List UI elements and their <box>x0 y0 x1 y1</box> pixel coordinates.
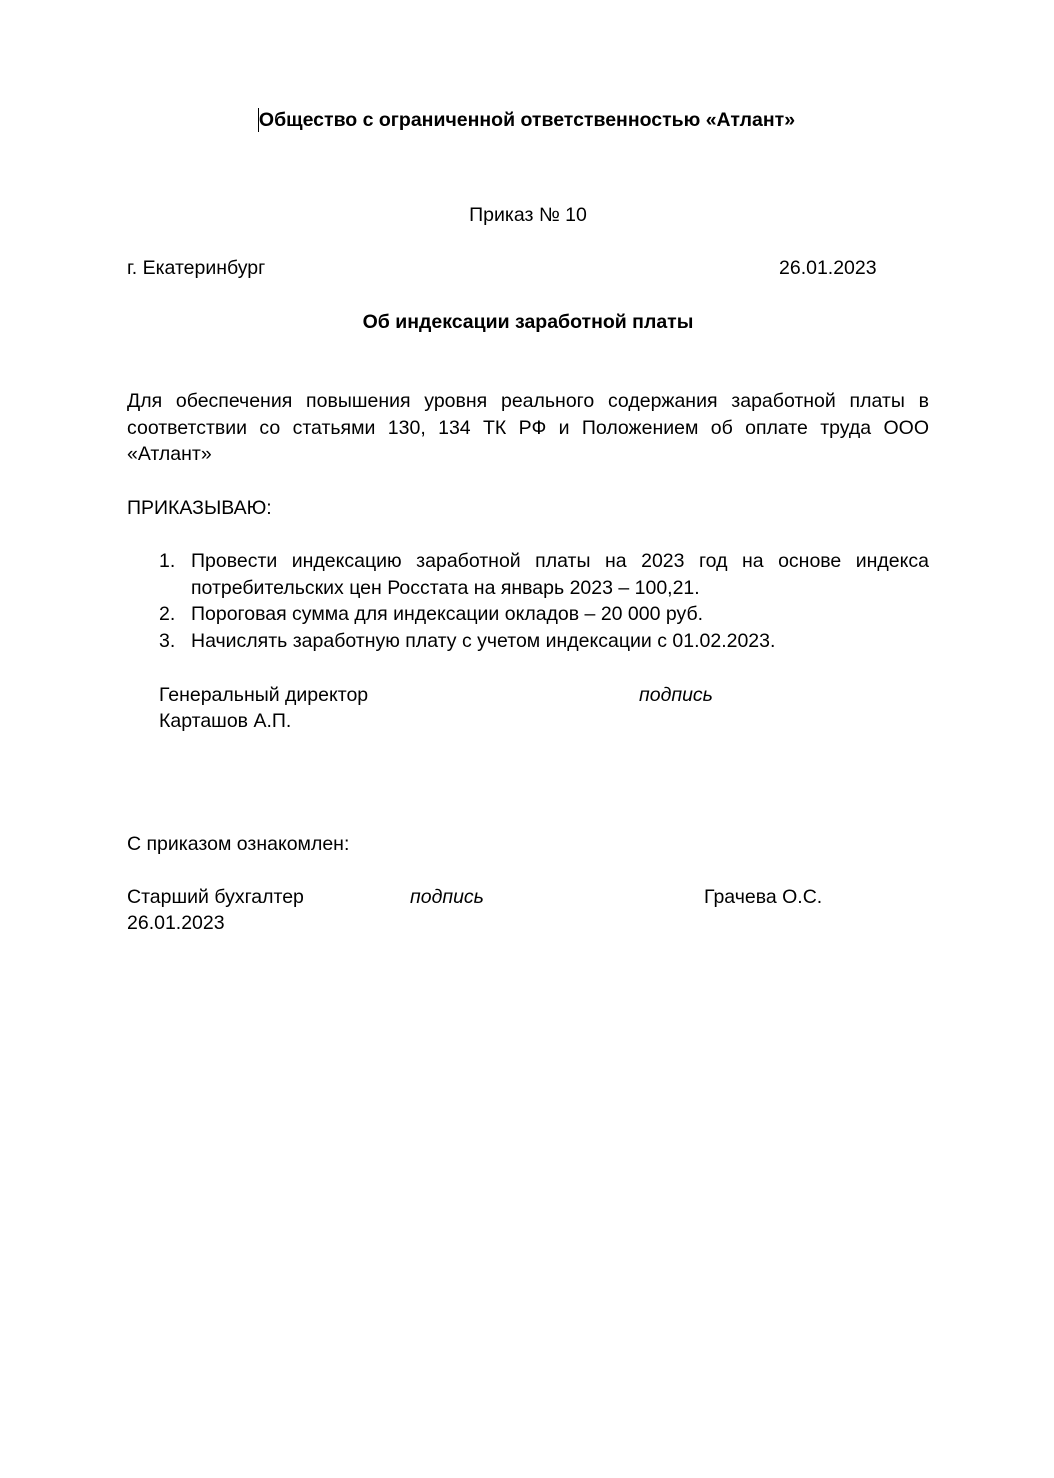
preamble-line: «Атлант» <box>127 443 212 465</box>
list-item-number: 2. <box>159 603 176 625</box>
list-item-number: 1. <box>159 550 176 572</box>
order-subject: Об индексации заработной платы <box>362 311 694 333</box>
director-position: Генеральный директор <box>159 684 369 706</box>
list-item-text: Пороговая сумма для индексации окладов – 20 000 руб. <box>191 603 704 625</box>
list-item-text: Начислять заработную плату с учетом индексации с 01.02.2023. <box>191 629 776 652</box>
director-signature: подпись <box>639 684 713 706</box>
accountant-name: Грачева О.С. <box>704 886 823 908</box>
order-city: г. Екатеринбург <box>127 257 266 279</box>
list-item <box>159 548 929 601</box>
order-word: ПРИКАЗЫВАЮ: <box>127 497 272 519</box>
order-title: Приказ № 10 <box>469 204 587 226</box>
order-items-list <box>159 548 929 654</box>
list-item-text: Провести индексацию заработной платы на 2023 год на основе индекса <box>191 550 929 572</box>
preamble-paragraph <box>127 388 929 468</box>
organization-name: Общество с ограниченной ответственностью «Атлант» <box>258 109 796 131</box>
acquainted-label: С приказом ознакомлен: <box>127 833 350 855</box>
list-item-number: 3. <box>159 629 176 652</box>
list-item <box>159 601 929 628</box>
order-date: 26.01.2023 <box>779 257 877 279</box>
list-item-text: потребительских цен Росстата на январь 2023 – 100,21. <box>191 576 700 599</box>
accountant-position: Старший бухгалтер <box>127 886 304 908</box>
director-name: Карташов А.П. <box>159 710 292 732</box>
preamble-line: соответствии со статьями 130, 134 ТК РФ и Положением об оплате труда ООО <box>127 416 929 439</box>
accountant-signature: подпись <box>410 886 484 908</box>
accountant-date: 26.01.2023 <box>127 912 225 934</box>
preamble-line: Для обеспечения повышения уровня реального содержания заработной платы в <box>127 390 929 412</box>
list-item <box>159 628 929 655</box>
